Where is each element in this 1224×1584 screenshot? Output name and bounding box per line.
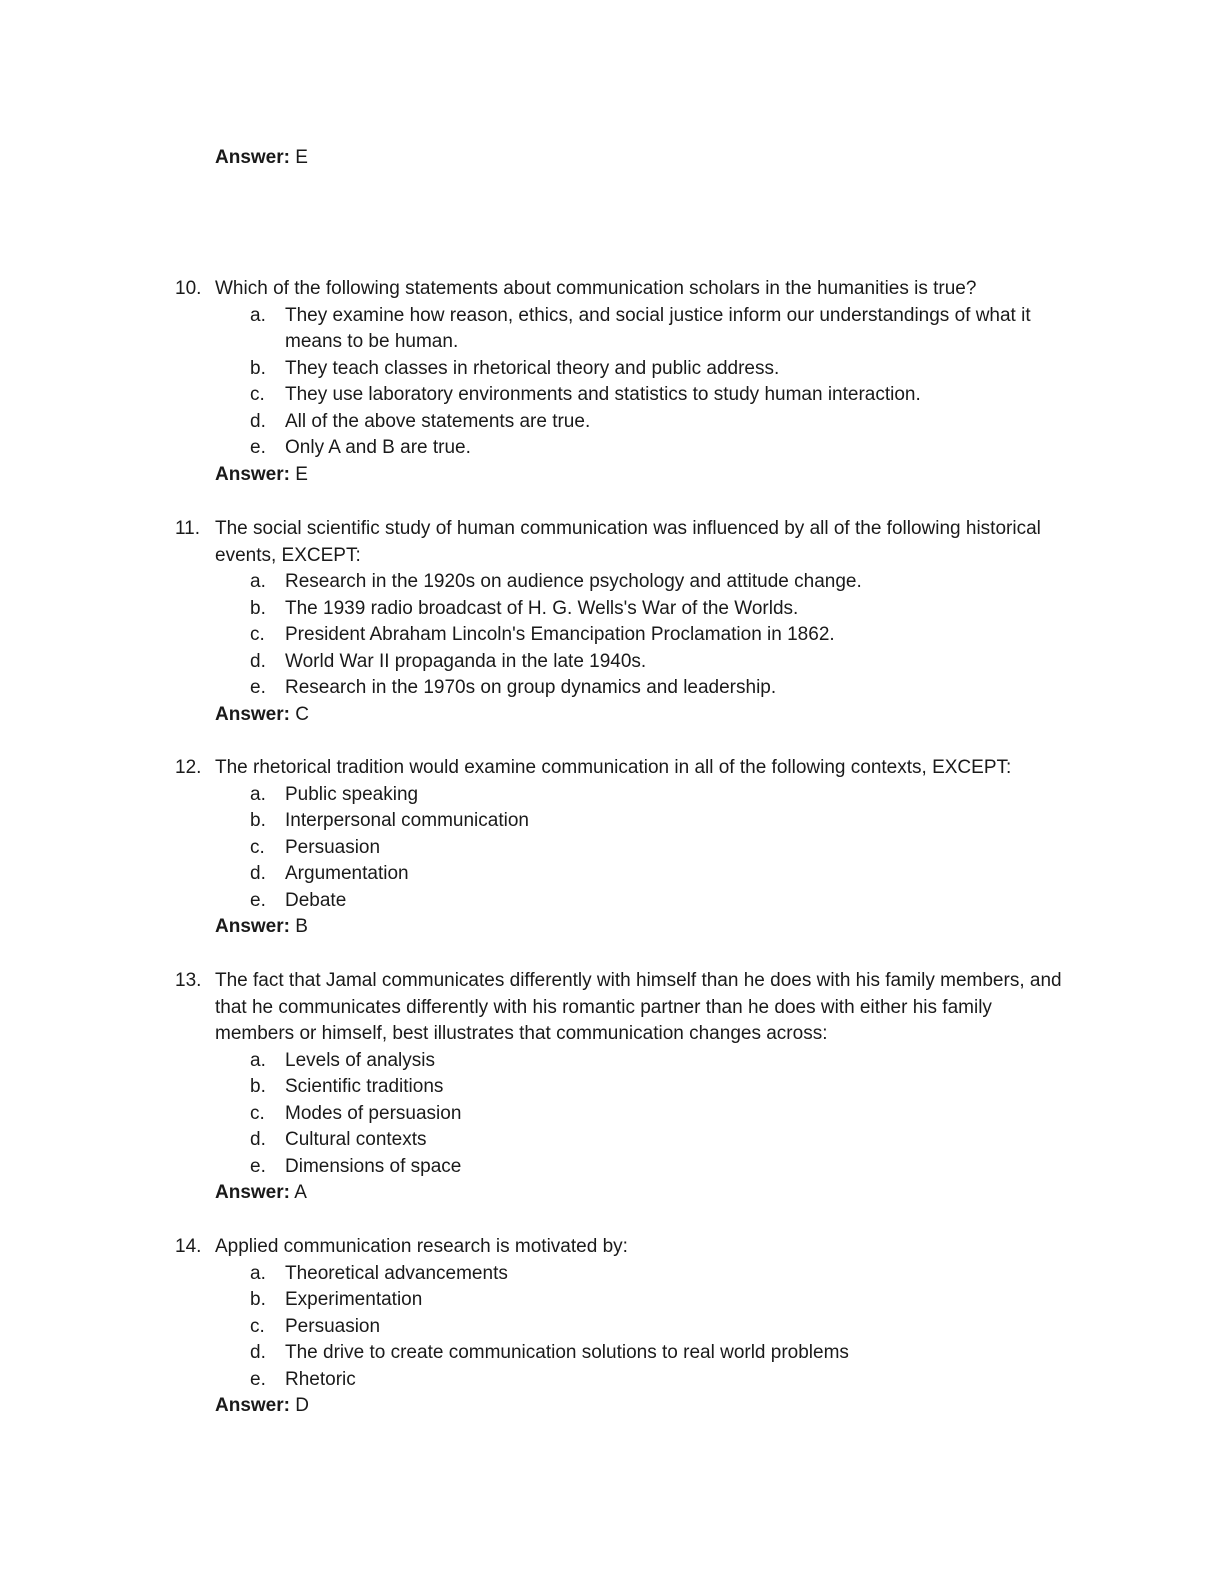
- option-text: The drive to create communication solutions to real world problems: [285, 1342, 849, 1363]
- option-text: Modes of persuasion: [285, 1102, 462, 1124]
- answer-value: C: [295, 703, 309, 725]
- option-text: The 1939 radio broadcast of H. G. Wells's War of the Worlds.: [285, 597, 799, 619]
- option-list: [175, 782, 1075, 915]
- option-letter: d.: [250, 1129, 266, 1150]
- option-text: Levels of analysis: [285, 1049, 435, 1071]
- answer-value: A: [294, 1182, 307, 1203]
- question-text: [175, 516, 1075, 569]
- option-letter: e.: [250, 1368, 266, 1390]
- option-text: World War II propaganda in the late 1940s.: [285, 650, 647, 672]
- option-text: Debate: [285, 889, 347, 911]
- option-letter: c.: [250, 836, 265, 858]
- answer-value: B: [295, 916, 308, 937]
- option-c: [175, 1314, 1075, 1341]
- option-letter: b.: [250, 357, 266, 379]
- option-a: [175, 1261, 1075, 1288]
- option-list: [175, 569, 1075, 702]
- option-a: [175, 569, 1075, 596]
- option-letter: c.: [250, 1102, 265, 1124]
- option-letter: b.: [250, 1076, 266, 1097]
- option-d: [175, 1340, 1075, 1367]
- question-text: [175, 1234, 1075, 1261]
- question-number: 13.: [175, 970, 202, 991]
- option-text: Experimentation: [285, 1289, 423, 1310]
- option-text: Public speaking: [285, 783, 419, 805]
- option-letter: a.: [250, 1262, 266, 1284]
- option-d: [175, 861, 1075, 888]
- option-text: Scientific traditions: [285, 1076, 444, 1097]
- option-e: [175, 675, 1075, 702]
- option-d: [175, 409, 1075, 436]
- option-list: [175, 303, 1075, 462]
- option-a: [175, 782, 1075, 809]
- answer-label: Answer:: [215, 147, 290, 168]
- option-text: Rhetoric: [285, 1368, 356, 1390]
- option-text: All of the above statements are true.: [285, 410, 591, 432]
- question-text: [175, 968, 1075, 1048]
- option-text: Persuasion: [285, 1315, 381, 1337]
- question-number: 11.: [175, 518, 201, 539]
- question-12: [175, 755, 1075, 940]
- question-10: [175, 276, 1075, 488]
- question-13: [175, 968, 1075, 1206]
- answer: [215, 462, 1115, 488]
- option-d: [175, 1127, 1075, 1154]
- option-letter: a.: [250, 304, 266, 326]
- option-letter: c.: [250, 384, 265, 405]
- question-stem: Which of the following statements about communication scholars in the humanities is true?: [215, 278, 977, 299]
- option-text: Research in the 1970s on group dynamics and leadership.: [285, 677, 777, 698]
- option-b: [175, 356, 1075, 383]
- option-text: Dimensions of space: [285, 1155, 462, 1177]
- answer: [215, 1393, 1115, 1419]
- option-e: [175, 1154, 1075, 1181]
- option-letter: e.: [250, 437, 266, 458]
- answer-value: E: [295, 463, 308, 485]
- option-a: [175, 303, 1075, 356]
- option-text: President Abraham Lincoln's Emancipation Proclamation in 1862.: [285, 624, 835, 645]
- option-text: Cultural contexts: [285, 1129, 427, 1150]
- option-list: [175, 1048, 1075, 1181]
- option-b: [175, 1074, 1075, 1101]
- answer-previous: [215, 145, 308, 171]
- option-text: Only A and B are true.: [285, 437, 471, 458]
- option-letter: a.: [250, 1049, 266, 1071]
- option-c: [175, 382, 1075, 409]
- answer: [215, 702, 1115, 728]
- option-b: [175, 596, 1075, 623]
- question-text: [175, 755, 1075, 782]
- option-b: [175, 1287, 1075, 1314]
- question-text: [175, 276, 1075, 303]
- option-e: [175, 1367, 1075, 1394]
- answer-label: Answer:: [215, 916, 290, 937]
- option-letter: a.: [250, 783, 266, 805]
- option-text: Argumentation: [285, 863, 409, 884]
- option-letter: d.: [250, 1342, 266, 1363]
- question-stem: The rhetorical tradition would examine communication in all of the following contexts, EXCEPT:: [215, 757, 1012, 778]
- question-stem: The fact that Jamal communicates differently with himself than he does with his family members, and that he communicates differently with his romantic partner than he does with either his family members or himself, best illustrates that communication changes across:: [215, 970, 1062, 1044]
- question-number: 12.: [175, 757, 202, 778]
- option-c: [175, 1101, 1075, 1128]
- option-letter: d.: [250, 650, 266, 672]
- option-d: [175, 649, 1075, 676]
- option-letter: d.: [250, 410, 266, 432]
- answer-label: Answer:: [215, 463, 290, 485]
- option-text: Persuasion: [285, 836, 381, 858]
- answer-label: Answer:: [215, 1182, 290, 1203]
- option-text: They examine how reason, ethics, and social justice inform our understandings of what it means to be human.: [285, 304, 1031, 352]
- option-letter: b.: [250, 597, 266, 619]
- option-letter: c.: [250, 624, 265, 645]
- answer-label: Answer:: [215, 703, 290, 725]
- question-stem: The social scientific study of human communication was influenced by all of the following historical events, EXCEPT:: [215, 518, 1041, 566]
- option-b: [175, 808, 1075, 835]
- option-letter: e.: [250, 677, 266, 698]
- option-a: [175, 1048, 1075, 1075]
- option-letter: e.: [250, 889, 266, 911]
- option-e: [175, 435, 1075, 462]
- question-14: [175, 1234, 1075, 1419]
- option-letter: b.: [250, 810, 266, 831]
- option-text: They use laboratory environments and statistics to study human interaction.: [285, 384, 921, 405]
- option-e: [175, 888, 1075, 915]
- option-letter: d.: [250, 863, 266, 884]
- question-stem: Applied communication research is motivated by:: [215, 1236, 628, 1257]
- option-text: Theoretical advancements: [285, 1262, 508, 1284]
- option-letter: c.: [250, 1315, 265, 1337]
- option-letter: e.: [250, 1155, 266, 1177]
- question-number: 10.: [175, 278, 202, 299]
- question-11: [175, 516, 1075, 728]
- question-number: 14.: [175, 1236, 202, 1257]
- option-text: Research in the 1920s on audience psychology and attitude change.: [285, 571, 862, 592]
- option-c: [175, 835, 1075, 862]
- option-letter: a.: [250, 571, 266, 592]
- option-list: [175, 1261, 1075, 1394]
- option-c: [175, 622, 1075, 649]
- answer: [215, 1180, 1115, 1206]
- answer-value: D: [295, 1395, 309, 1416]
- answer: [215, 914, 1115, 940]
- answer-value: E: [295, 147, 308, 168]
- option-text: Interpersonal communication: [285, 810, 529, 831]
- answer-label: Answer:: [215, 1395, 290, 1416]
- option-text: They teach classes in rhetorical theory and public address.: [285, 357, 780, 379]
- option-letter: b.: [250, 1289, 266, 1310]
